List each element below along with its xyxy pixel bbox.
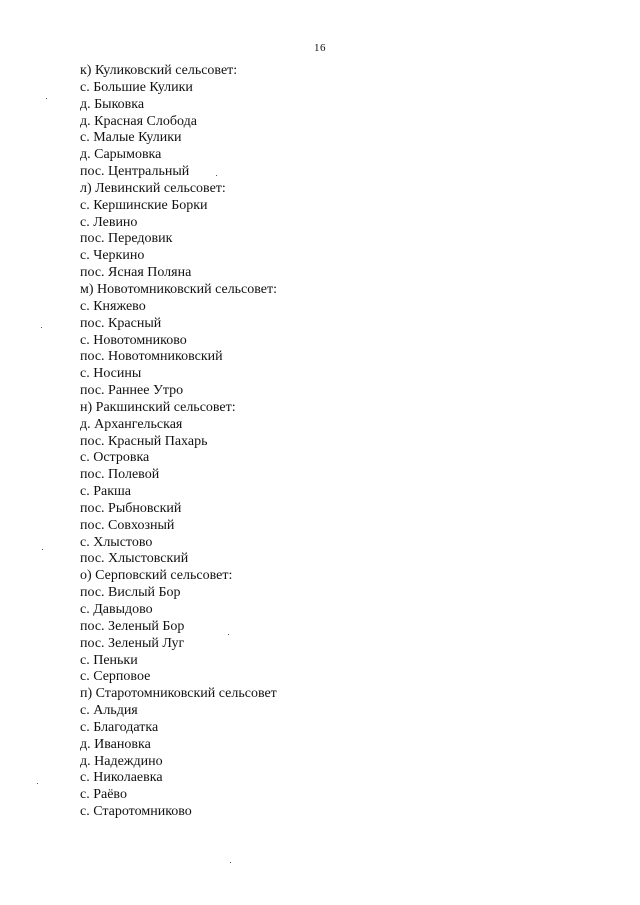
list-item: с. Благодатка [80, 719, 159, 735]
list-item: пос. Красный [80, 315, 162, 331]
list-item: пос. Совхозный [80, 517, 175, 533]
page-number: 16 [314, 42, 326, 54]
list-item: с. Большие Кулики [80, 79, 193, 95]
list-item: пос. Центральный [80, 164, 190, 180]
list-item: с. Кершинские Борки [80, 197, 208, 213]
list-item: д. Надеждино [80, 753, 163, 769]
scan-speck [42, 549, 43, 550]
list-item: пос. Ясная Поляна [80, 265, 192, 281]
list-item: д. Архангельская [80, 416, 183, 432]
scan-speck [228, 634, 229, 635]
list-item: н) Ракшинский сельсовет: [80, 399, 236, 415]
list-item: с. Хлыстово [80, 534, 153, 550]
list-item: к) Куликовский сельсовет: [80, 63, 238, 78]
list-item: пос. Рыбновский [80, 500, 182, 516]
list-item: с. Альдия [80, 703, 138, 719]
list-item: д. Ивановка [80, 736, 151, 752]
settlement-list [80, 63, 277, 821]
list-item: д. Быковка [80, 96, 145, 112]
list-item: с. Новотомниково [80, 332, 187, 348]
list-item: с. Старотомниково [80, 804, 192, 820]
scan-speck [230, 862, 231, 863]
scan-speck [41, 327, 42, 328]
list-item: с. Островка [80, 450, 150, 466]
scan-speck [37, 783, 38, 784]
scan-speck [216, 175, 217, 176]
list-item: пос. Вислый Бор [80, 585, 181, 601]
scan-speck [46, 98, 47, 99]
list-item: пос. Зеленый Бор [80, 618, 185, 634]
list-item: с. Пеньки [80, 652, 138, 668]
list-item: пос. Передовик [80, 231, 173, 247]
list-item: с. Серповое [80, 669, 151, 685]
list-item: с. Левино [80, 214, 138, 230]
list-item: пос. Зеленый Луг [80, 635, 185, 651]
list-item: с. Малые Кулики [80, 130, 182, 146]
list-item: с. Раёво [80, 787, 127, 803]
list-item: пос. Хлыстовский [80, 551, 189, 567]
list-item: пос. Красный Пахарь [80, 433, 208, 449]
list-item: пос. Полевой [80, 467, 160, 483]
list-item: с. Носины [80, 366, 142, 382]
list-item: с. Давыдово [80, 602, 153, 617]
list-item: пос. Раннее Утро [80, 383, 184, 399]
list-item: л) Левинский сельсовет: [80, 180, 226, 196]
list-item: м) Новотомниковский сельсовет: [80, 281, 278, 297]
list-item: с. Ракша [80, 484, 132, 500]
list-item: о) Серповский сельсовет: [80, 568, 233, 584]
list-item: д. Красная Слобода [80, 113, 197, 129]
list-item: п) Старотомниковский сельсовет [80, 686, 277, 702]
list-item: с. Николаевка [80, 770, 163, 786]
list-item: пос. Новотомниковский [80, 349, 223, 365]
list-item: с. Черкино [80, 248, 145, 264]
list-item: д. Сарымовка [80, 147, 162, 163]
list-item: с. Княжево [80, 298, 146, 314]
